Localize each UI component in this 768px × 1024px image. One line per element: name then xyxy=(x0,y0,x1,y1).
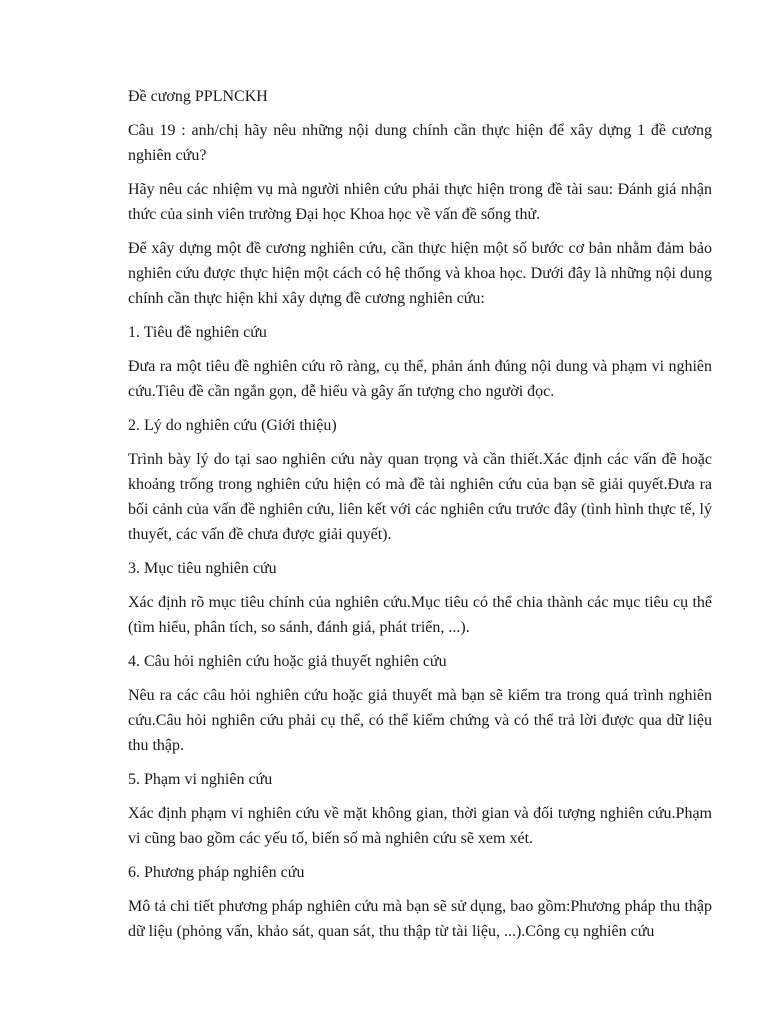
question-19: Câu 19 : anh/chị hãy nêu những nội dung chính cần thực hiện để xây dựng 1 đề cương nghiên cứu? xyxy=(128,122,712,164)
section-body-reason: Trình bày lý do tại sao nghiên cứu này quan trọng và cần thiết.Xác định các vấn đề hoặc khoảng trống trong nghiên cứu hiện có mà đề tài nghiên cứu của bạn sẽ giải quyết.Đưa ra bối cảnh của vấn đề nghiên cứu, liên kết với các nghiên cứu trước đây (tình hình thực tế, lý thuyết, các vấn đề chưa được giải quyết). xyxy=(128,451,712,543)
section-body-title: Đưa ra một tiêu đề nghiên cứu rõ ràng, cụ thể, phản ánh đúng nội dung và phạm vi nghiên cứu.Tiêu đề cần ngắn gọn, dễ hiểu và gây ấn tượng cho người đọc. xyxy=(128,358,712,400)
section-body-methods: Mô tả chi tiết phương pháp nghiên cứu mà bạn sẽ sử dụng, bao gồm:Phương pháp thu thập dữ liệu (phỏng vấn, khảo sát, quan sát, thu thập từ tài liệu, ...).Công cụ nghiên cứu xyxy=(128,898,712,940)
intro-paragraph: Để xây dựng một đề cương nghiên cứu, cần thực hiện một số bước cơ bản nhằm đảm bảo nghiên cứu được thực hiện một cách có hệ thống và khoa học. Dưới đây là những nội dung chính cần thực hiện khi xây dựng đề cương nghiên cứu: xyxy=(128,240,712,307)
section-body-objectives: Xác định rõ mục tiêu chính của nghiên cứu.Mục tiêu có thể chia thành các mục tiêu cụ thể (tìm hiểu, phân tích, so sánh, đánh giá, phát triển, ...). xyxy=(128,594,712,636)
section-heading-reason: 2. Lý do nghiên cứu (Giới thiệu) xyxy=(128,417,337,434)
section-heading-title: 1. Tiêu đề nghiên cứu xyxy=(128,324,267,341)
task-question: Hãy nêu các nhiệm vụ mà người nhiên cứu phải thực hiện trong đề tài sau: Đánh giá nhận thức của sinh viên trường Đại học Khoa học về vấn đề sống thử. xyxy=(128,181,712,223)
document-page xyxy=(128,84,712,944)
section-heading-methods: 6. Phương pháp nghiên cứu xyxy=(128,864,305,881)
section-body-questions: Nêu ra các câu hỏi nghiên cứu hoặc giả thuyết mà bạn sẽ kiểm tra trong quá trình nghiên cứu.Câu hỏi nghiên cứu phải cụ thể, có thể kiểm chứng và có thể trả lời được qua dữ liệu thu thập. xyxy=(128,687,712,754)
section-heading-scope: 5. Phạm vi nghiên cứu xyxy=(128,771,273,788)
document-title: Đề cương PPLNCKH xyxy=(128,88,268,105)
section-heading-objectives: 3. Mục tiêu nghiên cứu xyxy=(128,560,277,577)
section-heading-questions: 4. Câu hỏi nghiên cứu hoặc giả thuyết nghiên cứu xyxy=(128,653,447,670)
section-body-scope: Xác định phạm vi nghiên cứu về mặt không gian, thời gian và đối tượng nghiên cứu.Phạm vi cũng bao gồm các yếu tố, biến số mà nghiên cứu sẽ xem xét. xyxy=(128,805,712,847)
